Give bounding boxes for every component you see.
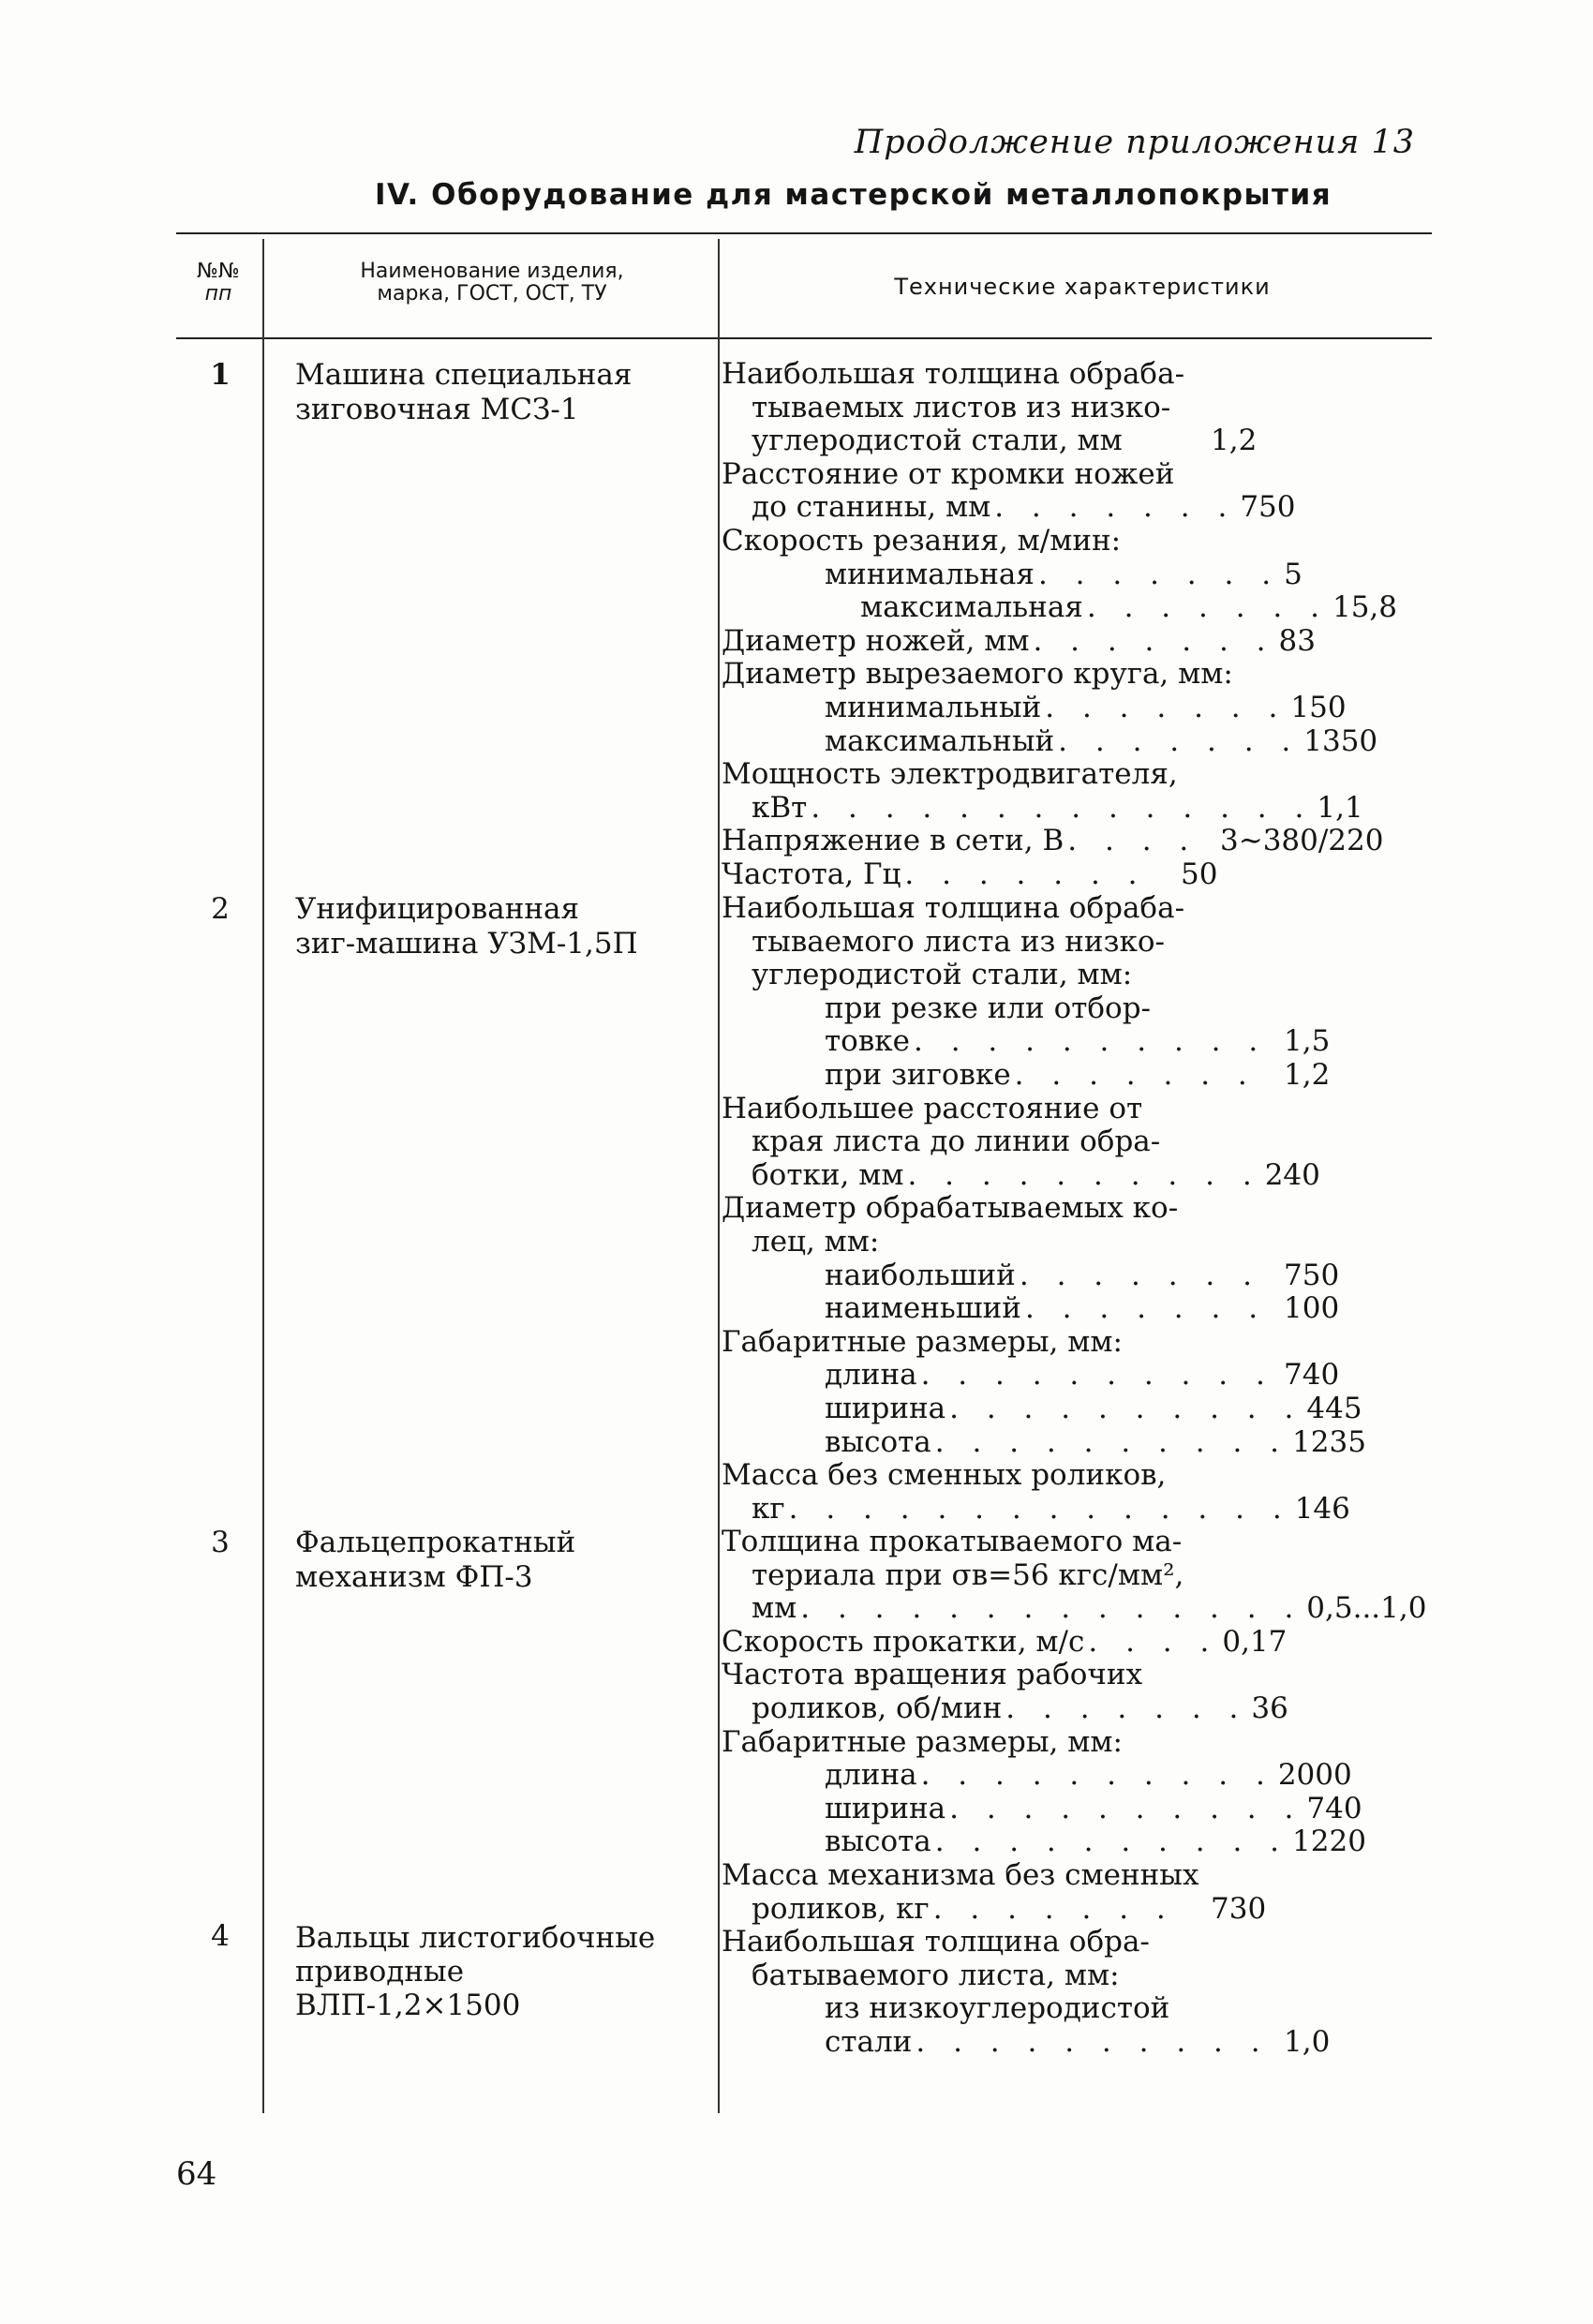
- spec-line: мм . . . . . . . . . . . . . . 0,5...1,0: [752, 1591, 1427, 1626]
- table-top-rule: [176, 232, 1432, 234]
- spec-line: высота . . . . . . . . . . 1220: [825, 1825, 1366, 1859]
- row-4-number: 4: [211, 1919, 230, 1953]
- table-header-rule: [176, 337, 1432, 339]
- spec-line: из низкоуглеродистой: [825, 1991, 1170, 2026]
- spec-line: Диаметр вырезаемого круга, мм:: [722, 657, 1233, 692]
- spec-line: Габаритные размеры, мм:: [722, 1324, 1123, 1359]
- page-number: 64: [176, 2155, 217, 2193]
- row-1-spec: [722, 358, 1434, 892]
- spec-line: Масса механизма без сменных: [722, 1857, 1199, 1892]
- spec-line: минимальная . . . . . . . 5: [825, 557, 1303, 591]
- row-4-spec: [722, 1926, 1434, 2059]
- row-4-name: Вальцы листогибочные приводные ВЛП-1,2×1500: [295, 1921, 656, 2022]
- spec-line: наименьший . . . . . . . 100: [825, 1291, 1340, 1326]
- spec-line: минимальный . . . . . . . 150: [825, 690, 1347, 724]
- spec-line: Скорость прокатки, м/с . . . . 0,17: [722, 1624, 1288, 1659]
- spec-line: Наибольшая толщина обраба-: [722, 357, 1185, 391]
- spec-line: роликов, кг . . . . . . . 730: [752, 1891, 1267, 1926]
- spec-line: углеродистой стали, мм 1,2: [752, 424, 1258, 458]
- spec-line: ширина . . . . . . . . . . 445: [825, 1391, 1362, 1425]
- section-title: IV. Оборудование для мастерской металлопокрытия: [375, 178, 1332, 212]
- spec-line: Габаритные размеры, мм:: [722, 1724, 1123, 1759]
- spec-line: батываемого листа, мм:: [752, 1958, 1120, 1992]
- spec-line: Напряжение в сети, В . . . . 3∼380/220: [722, 824, 1384, 858]
- spec-line: при резке или отбор-: [825, 991, 1152, 1025]
- spec-line: кВт . . . . . . . . . . . . . . 1,1: [752, 790, 1363, 825]
- row-2-name: Унифицированная зиг-машина УЗМ-1,5П: [295, 892, 638, 961]
- spec-line: длина . . . . . . . . . . 740: [825, 1358, 1340, 1393]
- spec-line: стали . . . . . . . . . . 1,0: [825, 2024, 1331, 2059]
- spec-line: ботки, мм . . . . . . . . . . 240: [752, 1157, 1320, 1192]
- spec-line: Наибольшая толщина обраба-: [722, 891, 1185, 925]
- spec-line: максимальный . . . . . . . 1350: [825, 723, 1378, 758]
- spec-line: Масса без сменных роликов,: [722, 1458, 1167, 1493]
- column-divider-2: [718, 239, 720, 2113]
- col-header-name: Наименование изделия, марка, ГОСТ, ОСТ, ТУ: [360, 260, 624, 305]
- spec-line: Частота вращения рабочих: [722, 1658, 1143, 1692]
- spec-line: Диаметр ножей, мм . . . . . . . 83: [722, 623, 1316, 658]
- spec-line: Скорость резания, м/мин:: [722, 523, 1122, 558]
- spec-line: Диаметр обрабатываемых ко-: [722, 1191, 1179, 1226]
- row-2-number: 2: [211, 892, 230, 926]
- spec-line: ширина . . . . . . . . . . 740: [825, 1791, 1362, 1825]
- spec-line: кг . . . . . . . . . . . . . . 146: [752, 1491, 1350, 1526]
- col-header-num: №№ пп: [197, 260, 240, 305]
- spec-line: товке . . . . . . . . . . 1,5: [825, 1024, 1331, 1059]
- spec-line: Частота, Гц . . . . . . . 50: [722, 857, 1218, 891]
- row-3-number: 3: [211, 1526, 230, 1559]
- spec-line: териала при σв=56 кгс/мм²,: [752, 1557, 1184, 1592]
- spec-line: до станины, мм . . . . . . . 750: [752, 490, 1296, 525]
- spec-line: максимальная . . . . . . . 15,8: [860, 590, 1397, 625]
- spec-line: роликов, об/мин . . . . . . . 36: [752, 1691, 1288, 1725]
- row-1-name: Машина специальная зиговочная МСЗ-1: [295, 358, 633, 426]
- row-1-number: 1: [210, 358, 231, 392]
- row-3-spec: [722, 1526, 1434, 1926]
- row-3-name: Фальцепрокатный механизм ФП-3: [295, 1526, 576, 1594]
- spec-line: длина . . . . . . . . . . 2000: [825, 1758, 1352, 1793]
- spec-line: высота . . . . . . . . . . 1235: [825, 1424, 1366, 1459]
- spec-line: тываемых листов из низко-: [752, 390, 1171, 425]
- spec-line: лец, мм:: [752, 1224, 880, 1259]
- spec-line: Мощность электродвигателя,: [722, 757, 1178, 792]
- row-2-spec: [722, 892, 1434, 1526]
- continuation-note: Продолжение приложения 13: [854, 124, 1415, 161]
- spec-line: тываемого листа из низко-: [752, 924, 1166, 959]
- col-header-spec: Технические характеристики: [894, 274, 1271, 300]
- spec-line: при зиговке . . . . . . . 1,2: [825, 1057, 1331, 1092]
- spec-line: края листа до линии обра-: [752, 1125, 1161, 1159]
- spec-line: Наибольшее расстояние от: [722, 1091, 1143, 1125]
- spec-line: Наибольшая толщина обра-: [722, 1925, 1150, 1959]
- spec-line: Расстояние от кромки ножей: [722, 456, 1175, 491]
- spec-line: углеродистой стали, мм:: [752, 958, 1133, 992]
- spec-line: Толщина прокатываемого ма-: [722, 1525, 1183, 1558]
- spec-line: наибольший . . . . . . . 750: [825, 1258, 1340, 1292]
- column-divider-1: [262, 239, 264, 2113]
